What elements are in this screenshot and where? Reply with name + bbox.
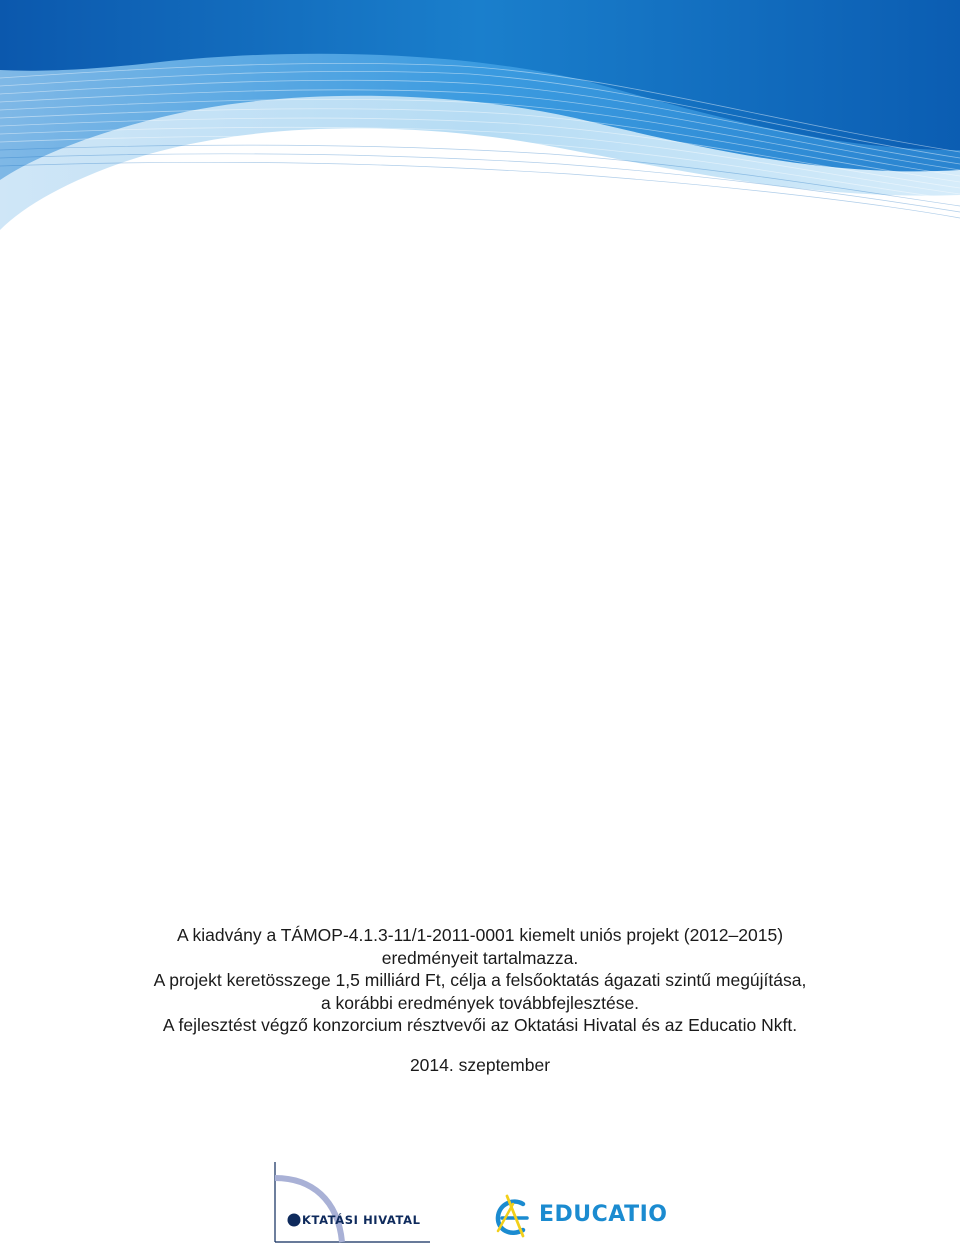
educatio-emblem-icon: [493, 1190, 539, 1240]
educatio-wordmark: EDUCATIO: [539, 1202, 668, 1227]
oktatasi-hivatal-logo: [272, 1160, 434, 1244]
oktatasi-hivatal-wordmark: KTATÁSI HIVATAL: [302, 1213, 421, 1227]
oktatasi-hivatal-emblem-icon: [272, 1160, 434, 1244]
header-wave-banner: [0, 0, 960, 240]
statement-line-5: A fejlesztést végző konzorcium résztvevői az Oktatási Hivatal és az Educatio Nkft.: [162, 1015, 798, 1035]
statement-line-2: eredményeit tartalmazza.: [381, 947, 579, 968]
publication-date: 2014. szeptember: [409, 1055, 551, 1075]
educatio-logo: [493, 1190, 683, 1240]
statement-line-1: A kiadvány a TÁMOP-4.1.3-11/1-2011-0001 kiemelt uniós projekt (2012–2015): [176, 925, 784, 945]
publication-statement: [0, 924, 960, 1037]
statement-line-4: a korábbi eredmények továbbfejlesztése.: [320, 992, 640, 1013]
statement-line-3: A projekt keretösszege 1,5 milliárd Ft, célja a felsőoktatás ágazati szintű megújítása,: [153, 970, 807, 990]
